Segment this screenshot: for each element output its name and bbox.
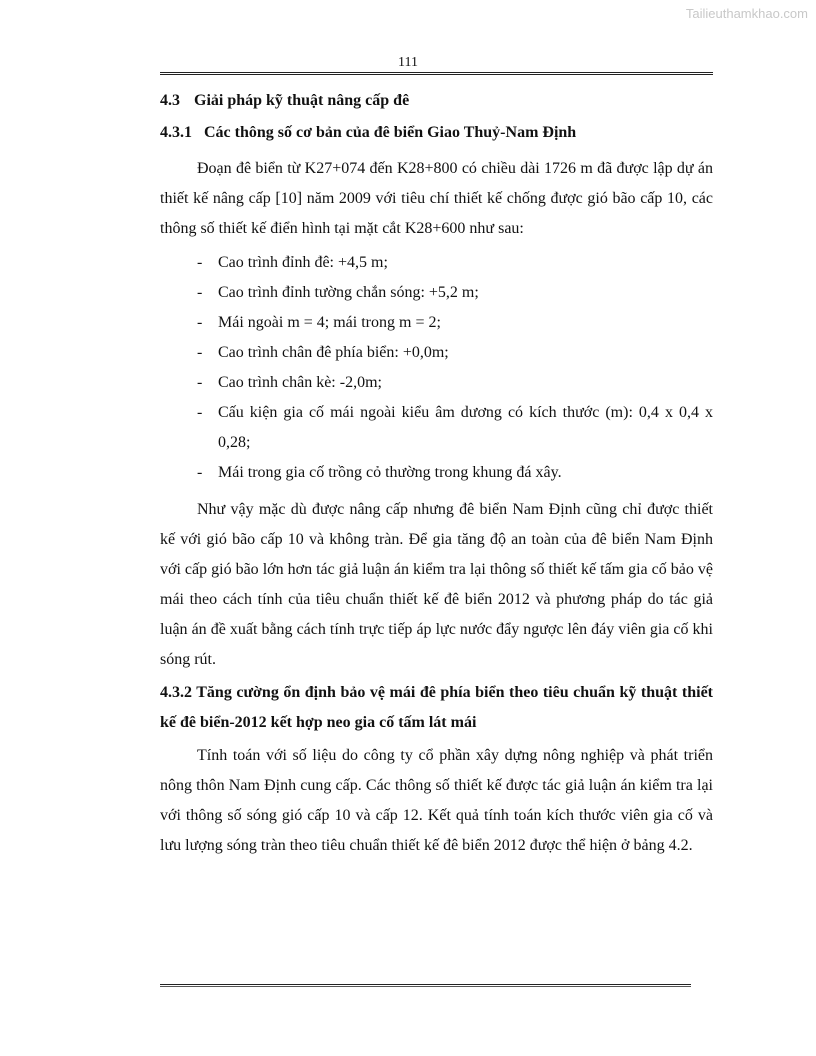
bullet-marker: - — [197, 344, 203, 361]
bullet-marker: - — [197, 254, 203, 271]
list-item-text: Mái ngoài m = 4; mái trong m = 2; — [218, 314, 441, 331]
heading-section-4-3-1 — [160, 118, 713, 148]
list-item-text: Mái trong gia cố trồng cỏ thường trong khung đá xây. — [218, 464, 562, 481]
paragraph-conclusion: Như vậy mặc dù được nâng cấp nhưng đê biển Nam Định cũng chỉ được thiết kế với gió bão cấp 10 và không tràn. Để gia tăng độ an toàn của đê biển Nam Định với cấp gió bão lớn hơn tác giả luận án kiểm tra lại thông số thiết kế tấm gia cố bảo vệ mái theo cách tính của tiêu chuẩn thiết kế đê biển 2012 và phương pháp do tác giả luận án đề xuất bằng cách tính trực tiếp áp lực nước đẩy ngược lên đáy viên gia cố khi sóng rút. — [160, 501, 713, 668]
list-item-text: Cao trình đỉnh tường chắn sóng: +5,2 m; — [218, 284, 479, 301]
list-item — [160, 398, 713, 458]
list-item — [160, 308, 713, 338]
heading-number: 4.3.1 — [160, 124, 192, 141]
bullet-marker: - — [197, 374, 203, 391]
bullet-marker: - — [197, 314, 203, 331]
heading-title: Tăng cường ổn định bảo vệ mái đê phía biển theo tiêu chuẩn kỹ thuật thiết kế đê biển-2012 kết hợp neo gia cố tấm lát mái — [160, 684, 713, 731]
heading-title: Các thông số cơ bản của đê biển Giao Thuỷ-Nam Định — [204, 124, 577, 141]
paragraph-intro: Đoạn đê biển từ K27+074 đến K28+800 có chiều dài 1726 m đã được lập dự án thiết kế nâng cấp [10] năm 2009 với tiêu chí thiết kế chống được gió bão cấp 10, các thông số thiết kế điển hình tại mặt cắt K28+600 như sau: — [160, 160, 713, 237]
bullet-marker: - — [197, 284, 203, 301]
page-content — [160, 86, 713, 861]
header-rule — [160, 72, 713, 75]
list-item — [160, 368, 713, 398]
list-item — [160, 458, 713, 488]
list-item — [160, 248, 713, 278]
heading-section-4-3 — [160, 86, 713, 116]
list-item — [160, 278, 713, 308]
bullet-marker: - — [197, 404, 203, 421]
list-item-text: Cao trình chân kè: -2,0m; — [218, 374, 382, 391]
list-item-text: Cấu kiện gia cố mái ngoài kiểu âm dương có kích thước (m): 0,4 x 0,4 x 0,28; — [218, 404, 713, 451]
footer-rule — [160, 984, 691, 987]
heading-number: 4.3.2 — [160, 684, 192, 701]
list-item-text: Cao trình chân đê phía biển: +0,0m; — [218, 344, 449, 361]
heading-number: 4.3 — [160, 92, 180, 109]
bullet-marker: - — [197, 464, 203, 481]
list-item — [160, 338, 713, 368]
watermark-text: Tailieuthamkhao.com — [685, 6, 808, 21]
design-parameters-list — [160, 248, 713, 488]
page-number: 111 — [398, 55, 418, 70]
heading-title: Giải pháp kỹ thuật nâng cấp đê — [194, 92, 410, 109]
heading-section-4-3-2 — [160, 678, 713, 738]
paragraph-body: Tính toán với số liệu do công ty cổ phần xây dựng nông nghiệp và phát triển nông thôn Nam Định cung cấp. Các thông số thiết kế được tác giả luận án kiểm tra lại với thông số sóng gió cấp 10 và cấp 12. Kết quả tính toán kích thước viên gia cố và lưu lượng sóng tràn theo tiêu chuẩn thiết kế đê biển 2012 được thể hiện ở bảng 4.2. — [160, 747, 713, 854]
list-item-text: Cao trình đỉnh đê: +4,5 m; — [218, 254, 388, 271]
